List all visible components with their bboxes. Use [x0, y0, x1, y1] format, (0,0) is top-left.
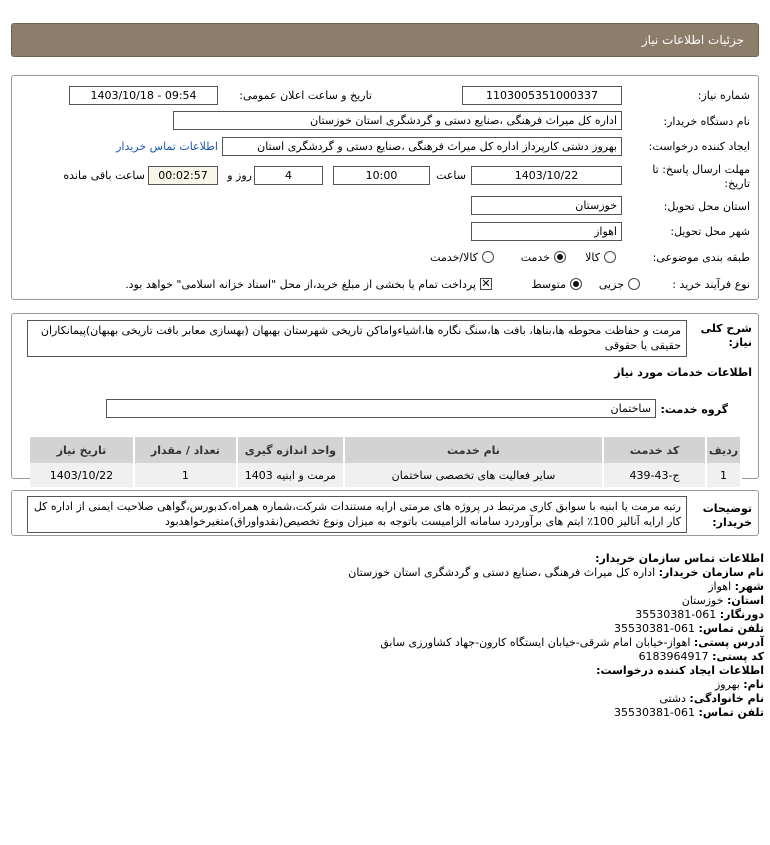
process-radio-minor[interactable] [628, 278, 640, 290]
delivery-city-field[interactable]: اهواز [471, 222, 622, 241]
category-option-service: خدمت [520, 251, 550, 264]
days-label: روز و [227, 169, 252, 182]
delivery-province-label: استان محل تحویل: [663, 200, 750, 213]
deadline-time-label: ساعت [436, 169, 466, 182]
contact-org-label: نام سازمان خریدار: [658, 566, 764, 579]
treasury-payment-text: پرداخت تمام یا بخشی از مبلغ خرید،از محل "اسناد خزانه اسلامی" خواهد بود. [125, 278, 476, 291]
deadline-time-field[interactable]: 10:00 [333, 166, 430, 185]
process-radio-medium[interactable] [570, 278, 582, 290]
table-row[interactable] [30, 463, 741, 487]
contact-phone-label: تلفن تماس: [698, 622, 764, 635]
cell-quantity: 1 [134, 463, 237, 487]
cell-unit: مرمت و ابنیه 1403 [237, 463, 344, 487]
category-radio-goods-service[interactable] [482, 251, 494, 263]
contact-province-value: خوزستان [681, 594, 724, 607]
creator-info-title: اطلاعات ایجاد کننده درخواست: [596, 664, 764, 677]
col-service-name: نام خدمت [344, 437, 603, 463]
page-header [11, 23, 759, 57]
summary-label: شرح کلی نیاز: [700, 322, 752, 349]
remaining-time-label: ساعت باقی مانده [63, 169, 145, 182]
remaining-time-field[interactable]: 00:02:57 [148, 166, 218, 185]
creator-phone-value: 061-35530381 [614, 706, 696, 719]
col-need-date: تاریخ نیاز [30, 437, 134, 463]
request-creator-field[interactable]: بهروز دشتی کارپرداز اداره کل میراث فرهنگی ،صنایع دستی و گردشگری استان [222, 137, 622, 156]
services-table-header [30, 437, 741, 463]
creator-phone-label: تلفن تماس: [698, 706, 764, 719]
announce-datetime-label: تاریخ و ساعت اعلان عمومی: [239, 89, 372, 102]
contact-city-label: شهر: [734, 580, 764, 593]
category-radio-goods[interactable] [604, 251, 616, 263]
buyer-notes-label: توضیحات خریدار: [702, 502, 752, 529]
buyer-notes-text: رتبه مرمت یا ابنیه با سوابق کاری مرتبط در پروژه های مرمتی ارایه مستندات شرکت،شماره همراه،کدبورس،گواهی صلاحیت ایمنی از اداره کل کار ارایه آنالیز 100٪ ایتم های برآوردرد سامانه الزامیست باتوجه به میزان ونوع تخصیص(نقدواوراق)متغیرخواهدبود [27, 496, 687, 533]
contact-province-label: استان: [727, 594, 764, 607]
col-service-code: کد خدمت [603, 437, 706, 463]
contact-city-value: اهواز [708, 580, 732, 593]
contact-fax-value: 061-35530381 [635, 608, 717, 621]
services-section-title: اطلاعات خدمات مورد نیاز [614, 366, 752, 379]
cell-row-number: 1 [706, 463, 741, 487]
contact-postal-value: 6183964917 [638, 650, 709, 663]
deadline-label: مهلت ارسال پاسخ: تا تاریخ: [652, 163, 750, 190]
contact-address-value: اهواز-خیابان امام شرقی-خیابان ایستگاه کارون-جهاد کشاورزی سابق [380, 636, 691, 649]
request-creator-label: ایجاد کننده درخواست: [648, 140, 750, 153]
need-number-field[interactable]: 1103005351000337 [462, 86, 622, 105]
cell-need-date: 1403/10/22 [30, 463, 134, 487]
service-group-field[interactable]: ساختمان [106, 399, 656, 418]
contact-fax-label: دورنگار: [719, 608, 764, 621]
services-table [30, 437, 742, 487]
process-option-medium: متوسط [531, 278, 566, 291]
category-radio-service[interactable] [554, 251, 566, 263]
contact-postal-label: کد پستی: [712, 650, 764, 663]
col-unit: واحد اندازه گیری [237, 437, 344, 463]
category-label: طبقه بندی موضوعی: [652, 251, 750, 264]
service-group-label: گروه خدمت: [660, 403, 728, 416]
treasury-payment-checkbox[interactable]: ✕ [481, 277, 491, 290]
cell-service-name: سایر فعالیت های تخصصی ساختمان [344, 463, 603, 487]
process-option-minor: جزیی [598, 278, 624, 291]
deadline-date-field[interactable]: 1403/10/22 [471, 166, 622, 185]
creator-name-label: نام: [743, 678, 764, 691]
creator-family-label: نام خانوادگی: [689, 692, 764, 705]
delivery-city-label: شهر محل تحویل: [670, 225, 750, 238]
category-option-goods: کالا [585, 251, 600, 264]
days-remaining-field[interactable]: 4 [254, 166, 323, 185]
contact-phone-value: 061-35530381 [614, 622, 696, 635]
contact-title: اطلاعات تماس سازمان خریدار: [595, 552, 764, 565]
delivery-province-field[interactable]: خوزستان [471, 196, 622, 215]
contact-address-label: آدرس پستی: [693, 636, 764, 649]
page-title: جزئیات اطلاعات نیاز [641, 33, 744, 47]
contact-org-value: اداره کل میراث فرهنگی ،صنایع دستی و گردشگری استان خوزستان [348, 566, 656, 579]
process-type-label: نوع فرآیند خرید : [672, 278, 750, 291]
buyer-contact-link[interactable]: اطلاعات تماس خریدار [116, 140, 218, 153]
cell-service-code: ج-43-439 [603, 463, 706, 487]
summary-text: مرمت و حفاظت محوطه ها،بناها، بافت ها،سنگ نگاره ها،اشیاءواماکن تاریخی شهرستان بهبهان (بهسازی معابر بافت تاریخی بهبهان)پیمانکاران حقیقی یا حقوقی [27, 320, 687, 357]
category-option-goods-service: کالا/خدمت [430, 251, 478, 264]
contact-info [30, 552, 764, 720]
announce-datetime-field[interactable]: 1403/10/18 - 09:54 [69, 86, 218, 105]
creator-name-value: بهروز [714, 678, 740, 691]
buyer-org-label: نام دستگاه خریدار: [663, 115, 750, 128]
buyer-org-field[interactable]: اداره کل میراث فرهنگی ،صنایع دستی و گردشگری استان خوزستان [173, 111, 622, 130]
need-number-label: شماره نیاز: [697, 89, 750, 102]
creator-family-value: دشتی [659, 692, 686, 705]
col-quantity: تعداد / مقدار [134, 437, 237, 463]
col-row-number: ردیف [706, 437, 741, 463]
